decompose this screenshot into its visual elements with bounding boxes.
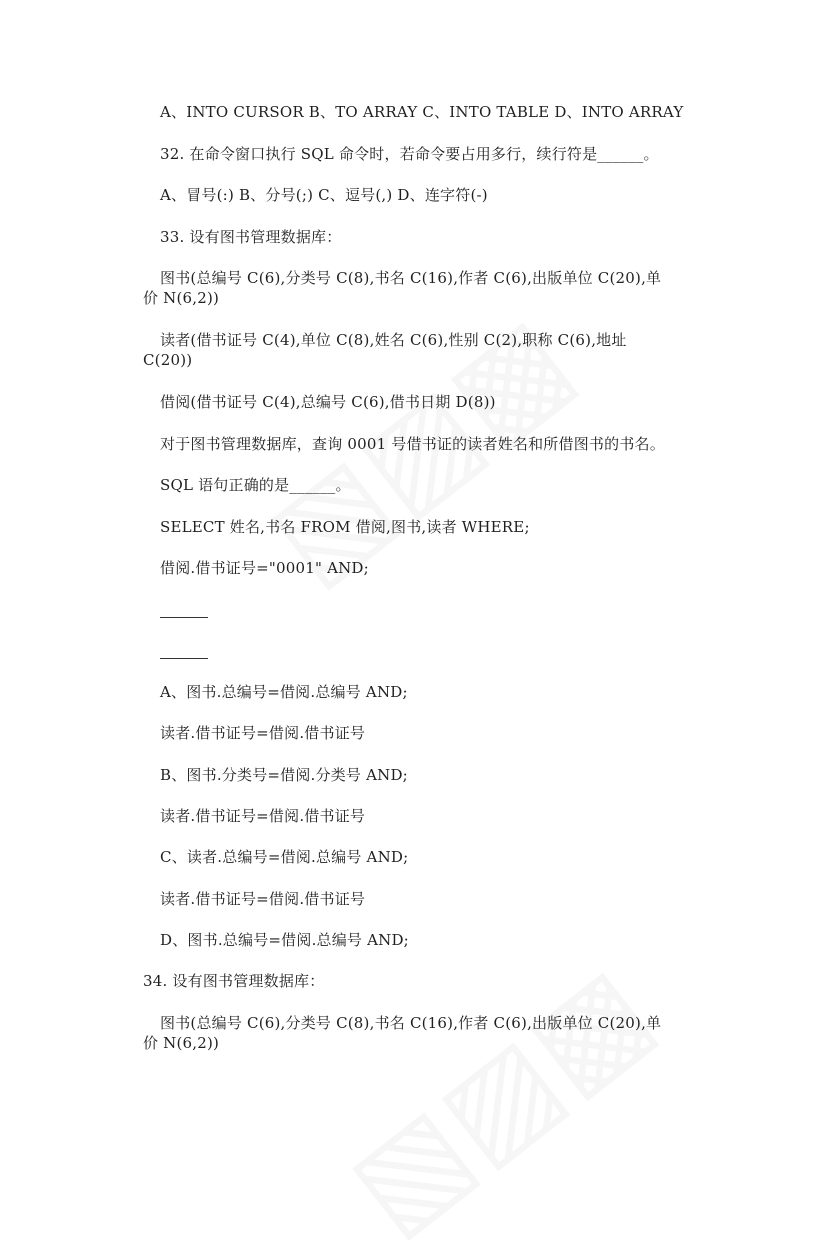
table-books-line2: 价 N(6,2))	[143, 289, 220, 307]
sql-select-line: SELECT 姓名,书名 FROM 借阅,图书,读者 WHERE;	[160, 518, 530, 536]
option-d-line1: D、图书.总编号=借阅.总编号 AND;	[160, 931, 409, 949]
question-34: 34. 设有图书管理数据库：	[143, 972, 325, 990]
blank-line	[160, 617, 208, 618]
question-32: 32. 在命令窗口执行 SQL 命令时，若命令要占用多行，续行符是______。	[160, 145, 659, 163]
answer-options-31: A、INTO CURSOR B、TO ARRAY C、INTO TABLE D、INTO ARRAY	[160, 103, 684, 121]
option-b-line2: 读者.借书证号=借阅.借书证号	[160, 807, 366, 825]
option-a-line2: 读者.借书证号=借阅.借书证号	[160, 724, 366, 742]
option-c-line2: 读者.借书证号=借阅.借书证号	[160, 890, 366, 908]
option-a-line1: A、图书.总编号=借阅.总编号 AND;	[160, 683, 408, 701]
option-c-line1: C、读者.总编号=借阅.总编号 AND;	[160, 848, 409, 866]
option-b-line1: B、图书.分类号=借阅.分类号 AND;	[160, 766, 408, 784]
table-books-34-line2: 价 N(6,2))	[143, 1034, 220, 1052]
question-prompt: SQL 语句正确的是______。	[160, 476, 351, 494]
question-33: 33. 设有图书管理数据库：	[160, 228, 342, 246]
table-borrow: 借阅(借书证号 C(4),总编号 C(6),借书日期 D(8))	[160, 393, 496, 411]
query-description: 对于图书管理数据库，查询 0001 号借书证的读者姓名和所借图书的书名。	[160, 435, 665, 453]
table-readers-line1: 读者(借书证号 C(4),单位 C(8),姓名 C(6),性别 C(2),职称 C(6),地址	[160, 331, 627, 349]
blank-line	[160, 658, 208, 659]
answer-options-32: A、冒号(:) B、分号(;) C、逗号(,) D、连字符(-)	[160, 186, 488, 204]
table-books-line1: 图书(总编号 C(6),分类号 C(8),书名 C(16),作者 C(6),出版单位 C(20),单	[160, 269, 662, 287]
sql-where-line: 借阅.借书证号="0001" AND;	[160, 559, 369, 577]
watermark	[323, 940, 677, 1259]
table-books-34-line1: 图书(总编号 C(6),分类号 C(8),书名 C(16),作者 C(6),出版单位 C(20),单	[160, 1014, 662, 1032]
table-readers-line2: C(20))	[143, 351, 193, 369]
